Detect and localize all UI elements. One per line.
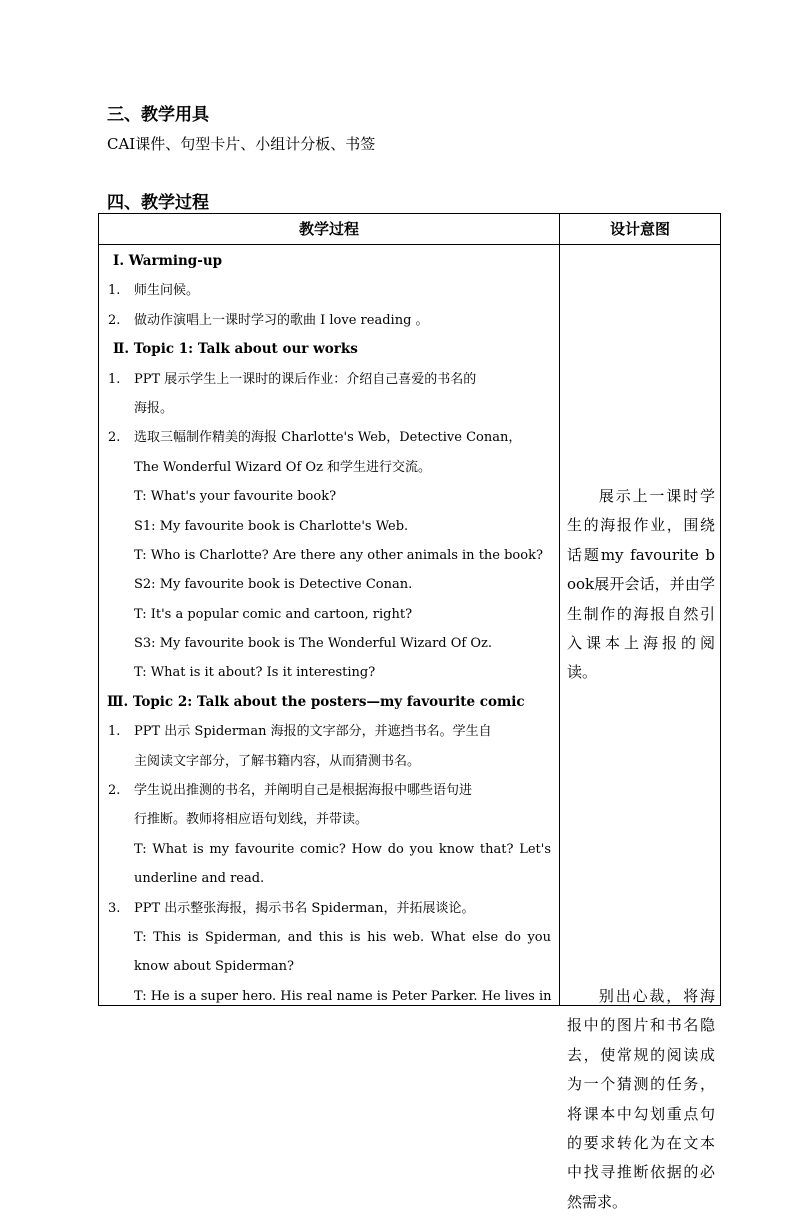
list-item-continued: 海报。 [134, 400, 174, 416]
dialogue-line: T: This is Spiderman, and this is his web. What else do you [134, 929, 551, 945]
section3-title: 三、教学用具 [107, 105, 209, 125]
list-item: 2. 做动作演唱上一课时学习的歌曲 I love reading 。 [108, 312, 429, 328]
header-divider [99, 244, 720, 245]
dialogue-line: T: What's your favourite book? [134, 489, 337, 505]
dialogue-line: S2: My favourite book is Detective Conan. [134, 577, 413, 593]
dialogue-line: S3: My favourite book is The Wonderful Wizard Of Oz. [134, 636, 493, 652]
dialogue-line: T: What is my favourite comic? How do you know that? Let's [134, 841, 551, 857]
list-item: 1. 师生问候。 [108, 283, 200, 299]
header-process: 教学过程 [298, 220, 359, 238]
topic1-title: Ⅱ. Topic 1: Talk about our works [113, 341, 358, 358]
dialogue-line: T: He is a super hero. His real name is Peter Parker. He lives in [134, 988, 552, 1004]
warmup-title: Ⅰ. Warming-up [113, 253, 223, 269]
column-divider [559, 214, 560, 1005]
dialogue-line: T: What is it about? Is it interesting? [134, 665, 376, 681]
list-item: 2. 选取三幅制作精美的海报 Charlotte's Web，Detective Conan， [108, 430, 522, 446]
topic2-title: Ⅲ. Topic 2: Talk about the posters—my favourite comic [107, 693, 525, 710]
list-item-continued: 行推断。教师将相应语句划线，并带读。 [134, 812, 369, 828]
dialogue-line: know about Spiderman? [134, 959, 294, 975]
list-item: 1. PPT 展示学生上一课时的课后作业：介绍自己喜爱的书名的 [108, 371, 477, 387]
teaching-tools: CAI课件、句型卡片、小组计分板、书签 [107, 135, 376, 153]
list-item-continued: 主阅读文字部分，了解书籍内容，从而猜测书名。 [134, 753, 421, 769]
dialogue-line: underline and read. [134, 871, 265, 887]
list-item: 3. PPT 出示整张海报，揭示书名 Spiderman，并拓展谈论。 [108, 900, 475, 916]
process-column [99, 247, 559, 1011]
header-intent: 设计意图 [609, 220, 670, 238]
design-intent-1: 展示上一课时学生的海报作业，围绕话题my favourite book展开会话，并由学生制作的海报自然引入课本上海报的阅读。 [567, 487, 715, 682]
dialogue-line: T: It's a popular comic and cartoon, right? [134, 606, 413, 622]
list-item-continued: The Wonderful Wizard Of Oz 和学生进行交流。 [134, 459, 432, 475]
dialogue-line: S1: My favourite book is Charlotte's Web. [134, 518, 409, 534]
list-item: 2. 学生说出推测的书名，并阐明自己是根据海报中哪些语句进 [108, 783, 473, 799]
dialogue-line: T: Who is Charlotte? Are there any other animals in the book? [134, 547, 543, 563]
teaching-process-table [98, 213, 721, 1211]
section4-title: 四、教学过程 [107, 193, 209, 213]
list-item: 1. PPT 出示 Spiderman 海报的文字部分，并遮挡书名。学生自 [108, 724, 492, 740]
design-intent-2: 别出心裁，将海报中的图片和书名隐去，使常规的阅读成为一个猜测的任务，将课本中勾划重点句的要求转化为在文本中找寻推断依据的必然需求。 [567, 987, 715, 1211]
